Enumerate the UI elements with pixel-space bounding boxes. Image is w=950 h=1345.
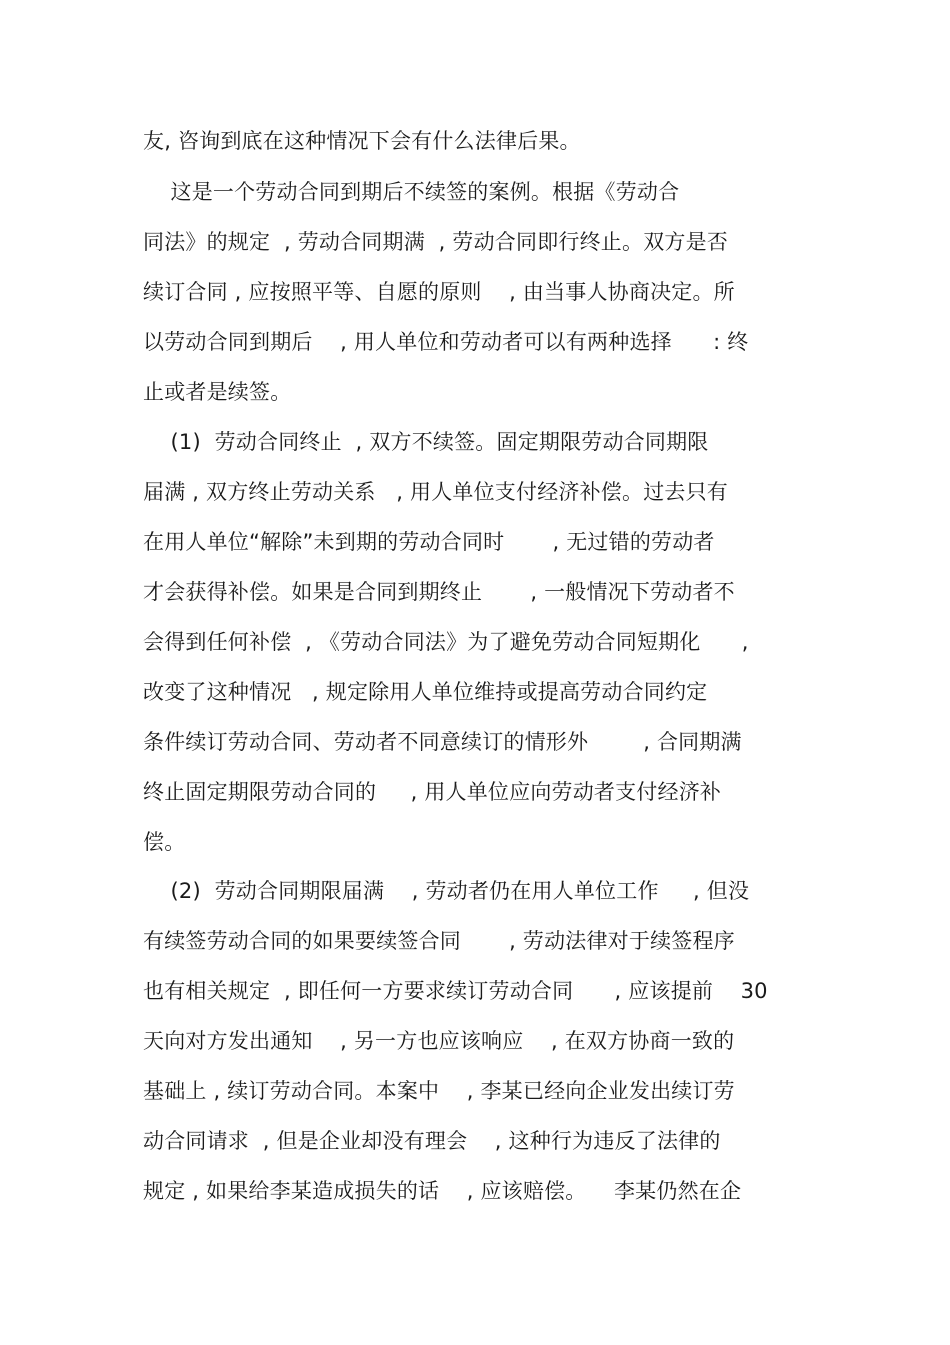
text-line-20: 基础上 , 续订劳动合同。本案中 , 李某已经向企业发出续订劳 (143, 1079, 735, 1103)
text-line-13: 条件续订劳动合同、劳动者不同意续订的情形外 , 合同期满 (143, 730, 742, 754)
text-line-14: 终止固定期限劳动合同的 , 用人单位应向劳动者支付经济补 (143, 780, 722, 804)
text-line-15: 偿。 (143, 830, 186, 854)
text-line-9: 在用人单位“解除”未到期的劳动合同时 , 无过错的劳动者 (143, 530, 715, 554)
text-line-21: 动合同请求 , 但是企业却没有理会 , 这种行为违反了法律的 (143, 1129, 721, 1153)
text-line-11: 会得到任何补偿 , 《劳动合同法》为了避免劳动合同短期化 , (143, 630, 749, 654)
text-line-17: 有续签劳动合同的如果要续签合同 , 劳动法律对于续签程序 (143, 929, 735, 953)
text-line-4: 续订合同 , 应按照平等、自愿的原则 , 由当事人协商决定。所 (143, 280, 735, 304)
text-line-19: 天向对方发出通知 , 另一方也应该响应 , 在双方协商一致的 (143, 1029, 735, 1053)
text-line-16: (2) 劳动合同期限届满 , 劳动者仍在用人单位工作 , 但没 (143, 879, 750, 903)
text-line-3: 同法》的规定 , 劳动合同期满 , 劳动合同即行终止。双方是否 (143, 230, 728, 254)
text-line-18: 也有相关规定 , 即任何一方要求续订劳动合同 , 应该提前 30 (143, 979, 768, 1003)
text-line-12: 改变了这种情况 , 规定除用人单位维持或提高劳动合同约定 (143, 680, 708, 704)
text-line-7: (1) 劳动合同终止 , 双方不续签。固定期限劳动合同期限 (143, 430, 709, 454)
text-line-6: 止或者是续签。 (143, 380, 292, 404)
text-line-1: 友, 咨询到底在这种情况下会有什么法律后果。 (143, 129, 581, 153)
text-line-22: 规定 , 如果给李某造成损失的话 , 应该赔偿。 李某仍然在企 (143, 1179, 742, 1203)
text-line-8: 届满 , 双方终止劳动关系 , 用人单位支付经济补偿。过去只有 (143, 480, 728, 504)
text-line-5: 以劳动合同到期后 , 用人单位和劳动者可以有两种选择 : 终 (143, 330, 749, 354)
text-line-10: 才会获得补偿。如果是合同到期终止 , 一般情况下劳动者不 (143, 580, 735, 604)
text-line-2: 这是一个劳动合同到期后不续签的案例。根据《劳动合 (143, 180, 680, 204)
